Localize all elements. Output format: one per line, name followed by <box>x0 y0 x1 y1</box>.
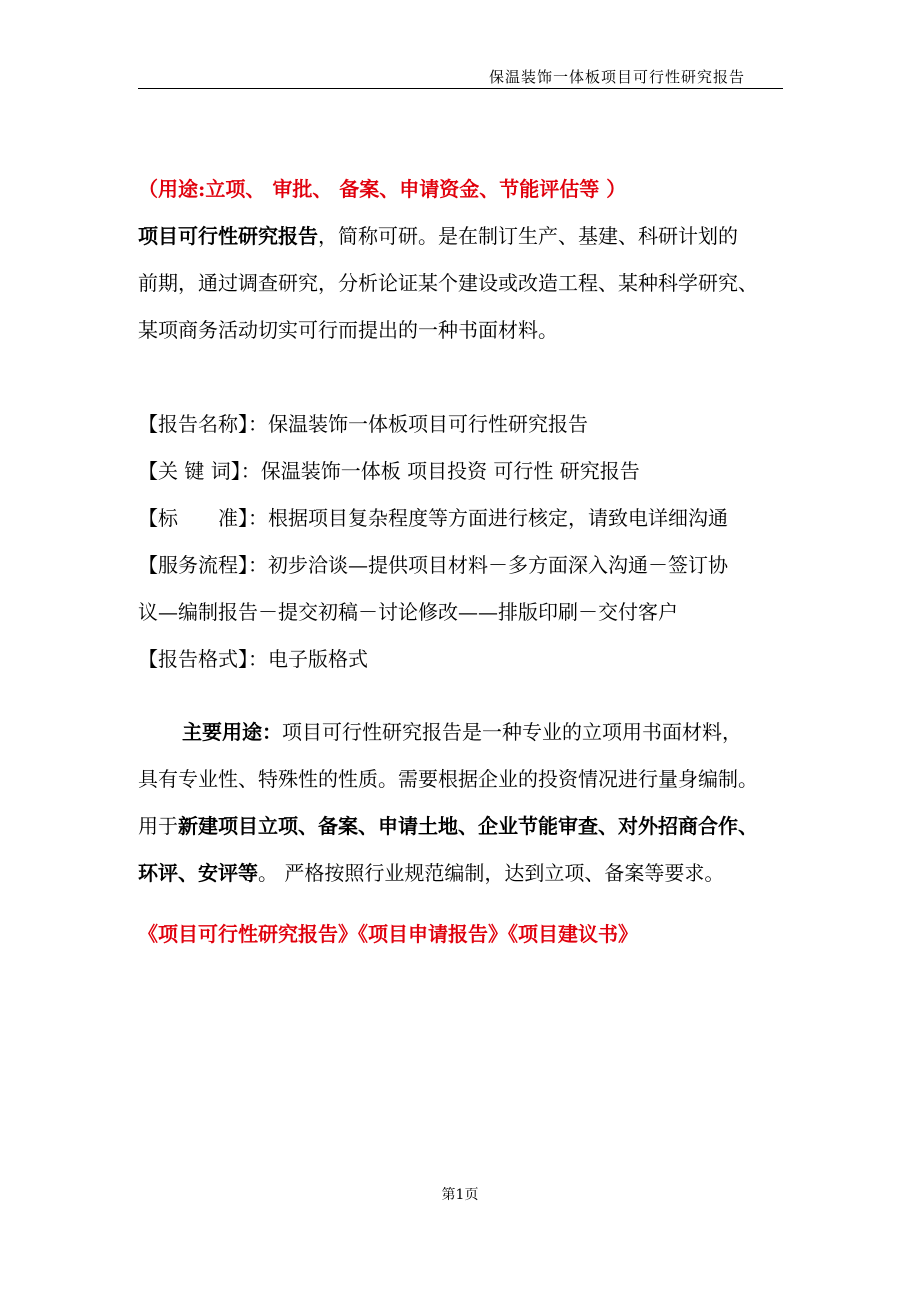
main-use-line-4-rest: 。 严格按照行业规范编制，达到立项、备案等要求。 <box>258 861 725 885</box>
main-use-line-4-bold: 环评、安评等 <box>138 861 258 885</box>
field-value: 保温装饰一体板 项目投资 可行性 研究报告 <box>260 459 640 483</box>
field-keywords <box>138 448 788 495</box>
usage-line: （用途:立项、 审批、 备案、申请资金、节能评估等 ） <box>138 177 627 201</box>
document-body <box>138 166 788 958</box>
page-header <box>138 62 783 89</box>
header-title: 保温装饰一体板项目可行性研究报告 <box>488 68 745 86</box>
field-report-name <box>138 401 788 448</box>
main-use-lead: 主要用途： <box>182 720 282 744</box>
field-label: 【服务流程】： <box>138 553 268 577</box>
main-use-line-4 <box>138 850 788 897</box>
main-use-line-3-bold: 新建项目立项、备案、申请土地、企业节能审查、对外招商合作、 <box>178 814 758 838</box>
intro-line-1-rest: ，简称可研。是在制订生产、基建、科研计划的 <box>318 224 738 248</box>
main-use-line-3-pre: 用于 <box>138 814 178 838</box>
field-label: 【标 准】： <box>138 506 268 530</box>
main-use-line-3 <box>138 803 788 850</box>
page-number: 第1页 <box>441 1187 479 1203</box>
field-value: 初步洽谈—提供项目材料－多方面深入沟通－签订协 <box>268 553 728 577</box>
field-service-flow-cont <box>138 589 788 636</box>
intro-line-3: 某项商务活动切实可行而提出的一种书面材料。 <box>138 318 558 342</box>
field-value: 根据项目复杂程度等方面进行核定，请致电详细沟通 <box>268 506 728 530</box>
titles-line: 《项目可行性研究报告》《项目申请报告》《项目建议书》 <box>138 922 638 946</box>
main-use-line-2: 具有专业性、特殊性的性质。需要根据企业的投资情况进行量身编制。 <box>138 767 758 791</box>
intro-line-2: 前期，通过调查研究，分析论证某个建设或改造工程、某种科学研究、 <box>138 271 758 295</box>
field-value: 电子版格式 <box>268 647 368 671</box>
field-label: 【关 键 词】： <box>138 459 261 483</box>
field-standard <box>138 495 788 542</box>
field-value: 议—编制报告－提交初稿－讨论修改——排版印刷－交付客户 <box>138 600 678 624</box>
main-use-line-1 <box>138 709 788 756</box>
field-label: 【报告格式】： <box>138 647 268 671</box>
intro-line-1 <box>138 213 788 260</box>
field-value: 保温装饰一体板项目可行性研究报告 <box>268 412 588 436</box>
field-label: 【报告名称】： <box>138 412 268 436</box>
field-report-format <box>138 636 788 683</box>
main-use-line-1-rest: 项目可行性研究报告是一种专业的立项用书面材料， <box>282 720 742 744</box>
intro-bold-lead: 项目可行性研究报告 <box>138 224 318 248</box>
field-service-flow <box>138 542 788 589</box>
